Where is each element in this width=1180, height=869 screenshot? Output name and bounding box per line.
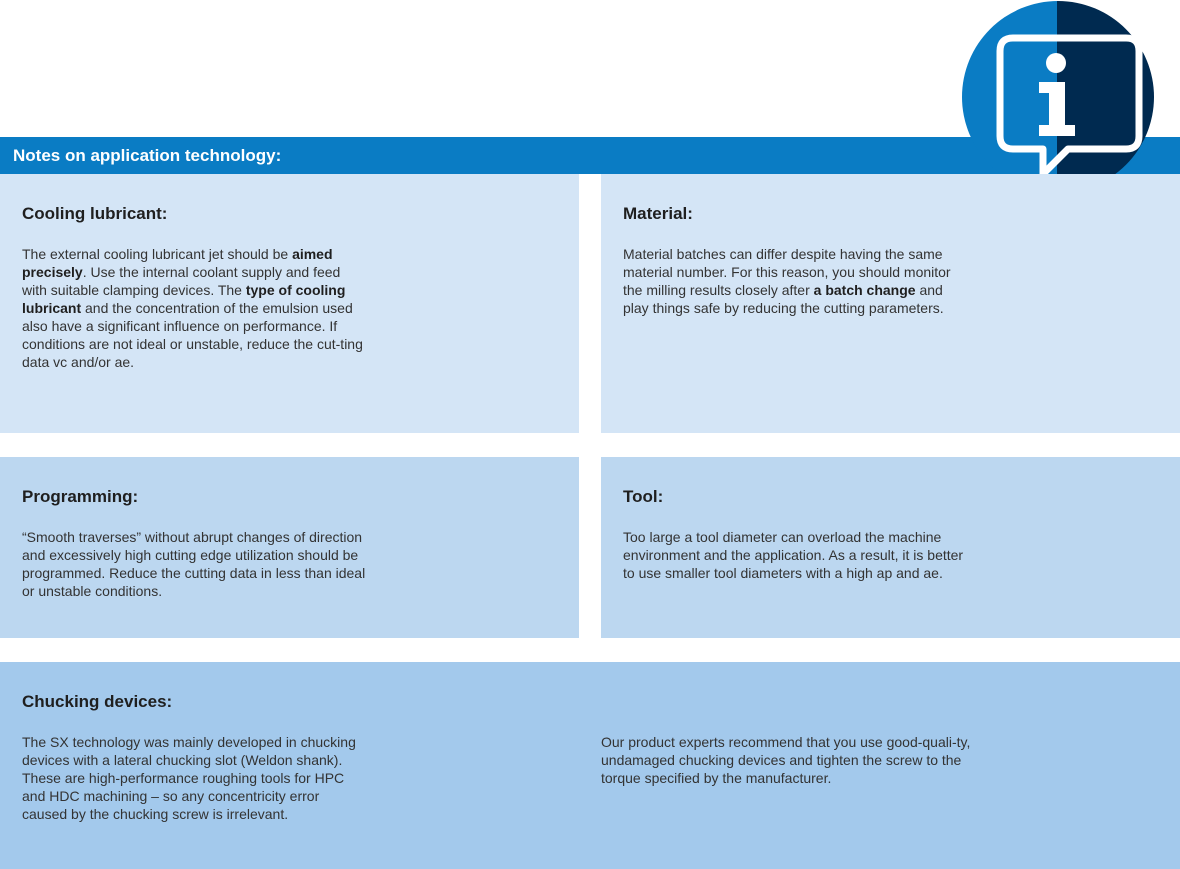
cooling-lubricant-heading: Cooling lubricant: (22, 204, 168, 223)
cooling-lubricant-panel (0, 174, 579, 433)
material-text-1: Material batches can differ despite having the same material number. For this reason, you should monitor the milling results closely after (623, 246, 951, 298)
material-panel (601, 174, 1180, 433)
tool-panel (601, 457, 1180, 638)
material-text-2: and play things safe by reducing the cutting parameters. (623, 282, 944, 316)
material-heading: Material: (623, 204, 693, 223)
programming-heading: Programming: (22, 487, 139, 506)
page-title: Notes on application technology: (13, 146, 282, 165)
cooling-text-1: The external cooling lubricant jet should be (22, 246, 293, 262)
chucking-text-left: The SX technology was mainly developed in chucking devices with a lateral chucking slot (Weldon shank). These are high-performance roughing tools for HPC and HDC machining – so any concentricity error caused by the chucking screw is irrelevant. (22, 734, 356, 822)
cooling-text-3: and the concentration of the emulsion used also have a significant influence on performance. If conditions are not ideal or unstable, reduce the cut-ting data vc and/or ae. (22, 300, 363, 370)
chucking-devices-panel (0, 662, 1180, 869)
programming-panel (0, 457, 579, 638)
cooling-bold-1: aimed precisely (22, 246, 333, 280)
tool-heading: Tool: (623, 487, 664, 506)
cooling-bold-2: type of cooling lubricant (22, 282, 346, 316)
info-icon (961, 0, 1155, 194)
chucking-text-right: Our product experts recommend that you use good-quali-ty, undamaged chucking devices and tighten the screw to the torque specified by the manufacturer. (601, 734, 971, 786)
cooling-text-2: . Use the internal coolant supply and feed with suitable clamping devices. The (22, 264, 341, 298)
chucking-devices-heading: Chucking devices: (22, 692, 173, 711)
material-text (623, 245, 968, 317)
programming-text: “Smooth traverses” without abrupt changes of direction and excessively high cutting edge utilization should be programmed. Reduce the cutting data in less than ideal or unstable conditions. (22, 529, 366, 599)
material-bold-1: a batch change (813, 282, 916, 298)
cooling-lubricant-text (22, 245, 367, 371)
tool-text: Too large a tool diameter can overload the machine environment and the application. As a result, it is better to use smaller tool diameters with a high ap and ae. (623, 529, 964, 581)
